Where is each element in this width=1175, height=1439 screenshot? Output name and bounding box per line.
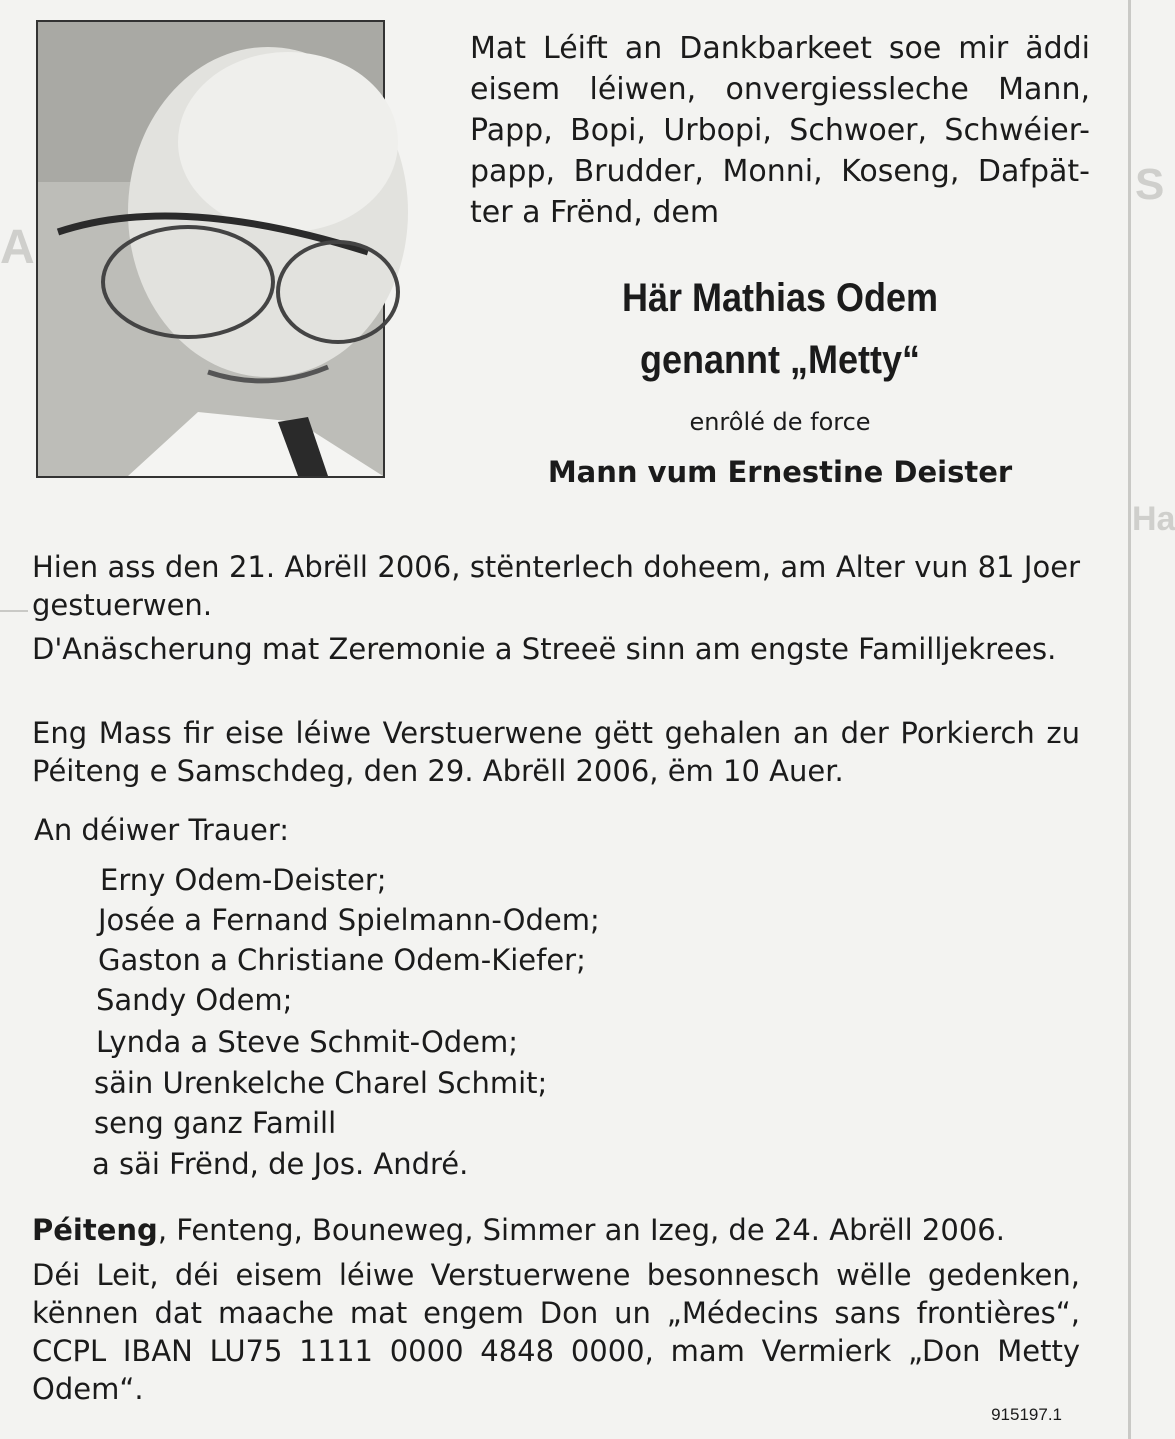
column-rule <box>0 610 28 612</box>
portrait-illustration <box>38 22 383 476</box>
reference-number: 915197.1 <box>991 1405 1062 1424</box>
bleed-through-text: S <box>1135 160 1165 209</box>
column-rule <box>1128 0 1131 1439</box>
place-bold: Péiteng <box>32 1213 158 1247</box>
mass-paragraph: Eng Mass fir eise léiwe Verstuerwene gëtt gehalen an der Porkierch zu Péiteng e Samschdeg, den 29. Abrëll 2006, ëm 10 Auer. <box>32 716 1080 788</box>
list-item: säin Urenkelche Charel Schmit; <box>94 1066 548 1100</box>
place-rest: , Fenteng, Bouneweg, Simmer an Izeg, de 24. Abrëll 2006. <box>157 1213 1005 1247</box>
list-item: Sandy Odem; <box>96 983 293 1017</box>
list-item: seng ganz Famill <box>94 1106 337 1140</box>
list-item: Gaston a Christiane Odem-Kiefer; <box>98 943 586 977</box>
donation-paragraph: Déi Leit, déi eisem léiwe Verstuerwene besonnesch wëlle gedenken, kënnen dat maache mat engem Don un „Médecins sans frontières“, CCPL IBAN LU75 1111 0000 4848 0000, mam Vermierk „Don Metty Odem“. <box>32 1258 1080 1406</box>
list-item: Erny Odem-Deister; <box>100 863 387 897</box>
death-paragraph: Hien ass den 21. Abrëll 2006, stënterlech doheem, am Alter vun 81 Joer gestuerwen. <box>32 550 1080 622</box>
mourning-heading: An déiwer Trauer: <box>34 813 289 847</box>
place-date-line <box>32 1211 1080 1249</box>
note-enrole: enrôlé de force <box>689 408 871 436</box>
deceased-nickname: genannt „Metty“ <box>639 338 921 382</box>
intro-text: Mat Léift an Dankbarkeet soe mir äddi eisem léiwen, onvergiessleche Mann, Papp, Bopi, Urbopi, Schwoer, Schwéier-papp, Brudder, Monni, Koseng, Dafpät-ter a Frënd, dem <box>470 31 1090 230</box>
list-item: a säi Frënd, de Jos. André. <box>92 1147 469 1181</box>
deceased-name: Här Mathias Odem <box>621 276 939 320</box>
portrait-photo <box>36 20 385 478</box>
spouse-line: Mann vum Ernestine Deister <box>547 455 1013 489</box>
cremation-paragraph: D'Anäscherung mat Zeremonie a Streeë sinn am engste Familljekrees. <box>32 632 1057 666</box>
bleed-through-text: A <box>0 221 35 274</box>
list-item: Lynda a Steve Schmit-Odem; <box>96 1025 519 1059</box>
bleed-through-text: Ha <box>1132 500 1175 538</box>
list-item: Josée a Fernand Spielmann-Odem; <box>98 903 600 937</box>
